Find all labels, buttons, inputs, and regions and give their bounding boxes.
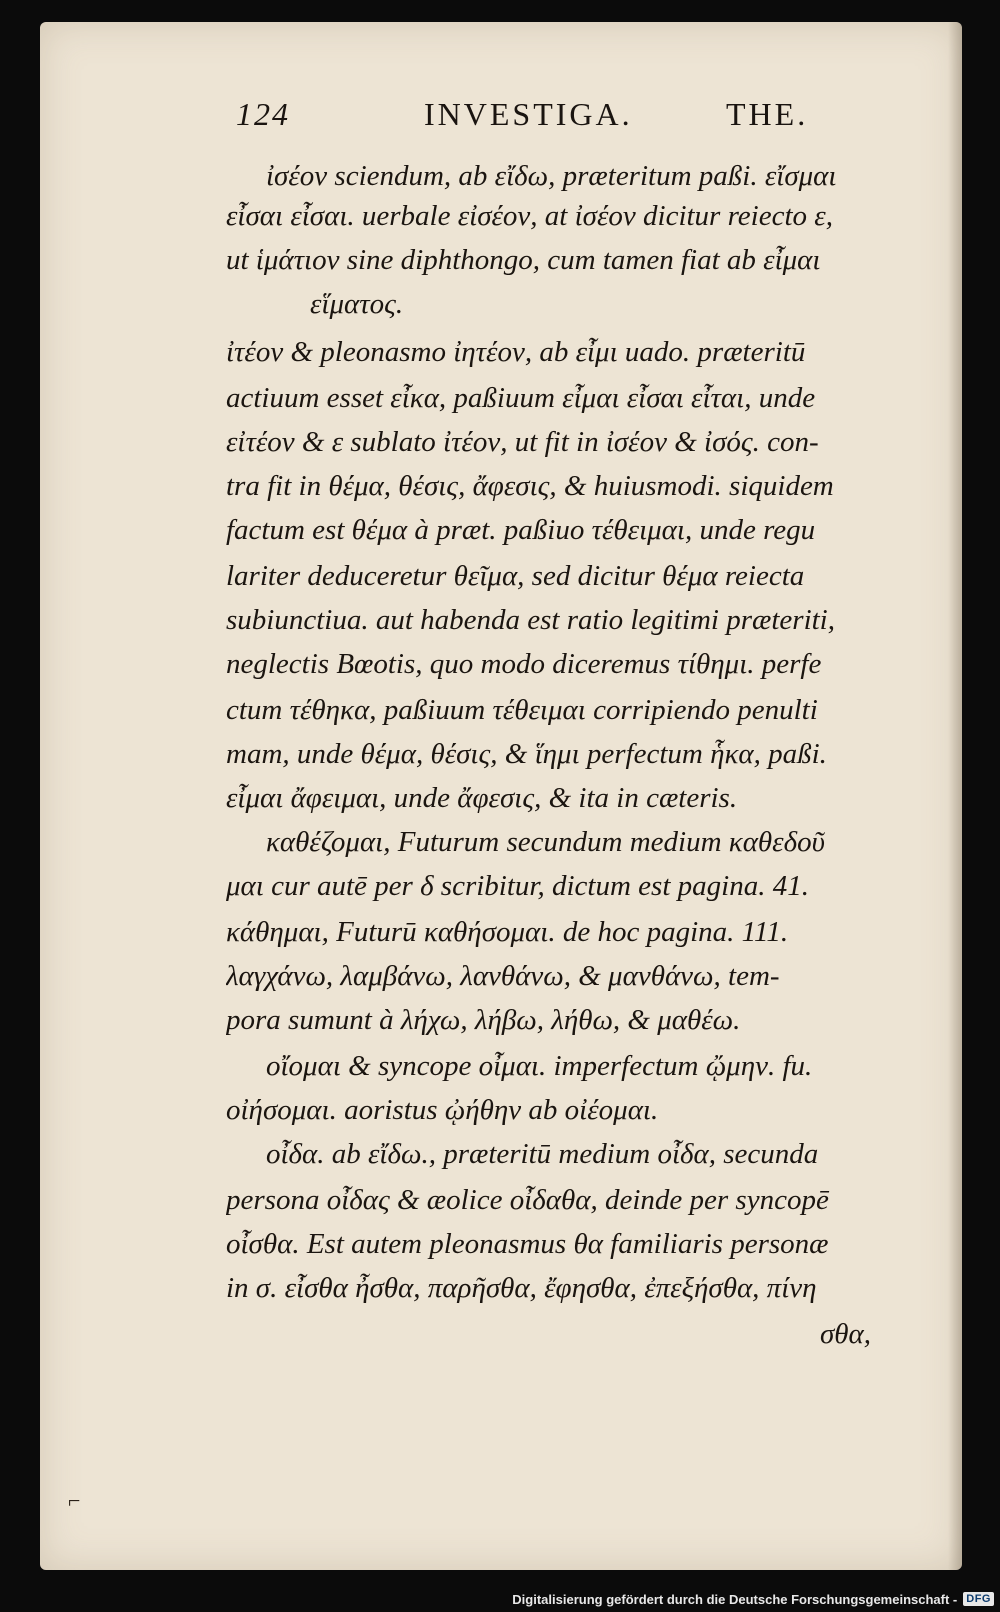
text-line: ἰτέον & pleonasmo ἰητέον, ab εἶμι uado. præteritū [226, 336, 806, 368]
text-line: ut ἱμάτιον sine diphthongo, cum tamen fiat ab εἶμαι [226, 244, 821, 276]
text-line: οἰήσομαι. aoristus ᾠήθην ab οἰέομαι. [226, 1094, 659, 1126]
text-line: pora sumunt à λήχω, λήβω, λήθω, & μαθέω. [226, 1004, 741, 1036]
text-line: mam, unde θέμα, θέσις, & ἵημι perfectum ἧκα, paßi. [226, 738, 827, 770]
text-line: οἶδα. ab εἴδω., præteritū medium οἶδα, secunda [266, 1138, 819, 1170]
text-line: ἰσέον sciendum, ab εἴδω, præteritum paßi. εἴσμαι [266, 160, 837, 192]
page-number: 124 [236, 96, 290, 132]
text-line: lariter deduceretur θεῖμα, sed dicitur θέμα reiecta [226, 560, 805, 592]
text-line: εἵματος. [310, 288, 404, 320]
digitization-credit [512, 1588, 994, 1610]
text-line: κάθημαι, Futurū καθήσομαι. de hoc pagina. 111. [226, 916, 789, 948]
running-title-continuation: THE. [726, 96, 809, 132]
text-line: persona οἶδας & æolice οἶδαθα, deinde per syncopē [226, 1184, 829, 1216]
text-line: λαγχάνω, λαμβάνω, λανθάνω, & μανθάνω, tem- [226, 960, 780, 992]
text-line: subiunctiua. aut habenda est ratio legitimi præteriti, [226, 604, 835, 636]
text-line: in σ. εἶσθα ἦσθα, παρῆσθα, ἔφησθα, ἐπεξήσθα, πίνη [226, 1272, 817, 1304]
text-line: ctum τέθηκα, paßiuum τέθειμαι corripiendo penulti [226, 694, 818, 726]
text-line: καθέζομαι, Futurum secundum medium καθεδοῦ [266, 826, 825, 858]
text-line: factum est θέμα à præt. paßiuo τέθειμαι, unde regu [226, 514, 816, 546]
text-line: tra fit in θέμα, θέσις, ἄφεσις, & huiusmodi. siquidem [226, 470, 834, 502]
catchword: σθα, [820, 1318, 872, 1350]
text-line: εἶσαι εἶσαι. uerbale εἰσέον, at ἰσέον dicitur reiecto ε, [226, 200, 833, 232]
text-line: εἰτέον & ε sublato ἰτέον, ut fit in ἰσέον & ἰσός. con- [226, 426, 819, 458]
text-line: neglectis Bœotis, quo modo diceremus τίθημι. perfe [226, 648, 822, 680]
text-line: οἶσθα. Est autem pleonasmus θα familiaris personæ [226, 1228, 829, 1260]
text-line: actiuum esset εἶκα, paßiuum εἶμαι εἶσαι εἶται, unde [226, 382, 816, 414]
running-title: INVESTIGA. [424, 96, 633, 132]
margin-tick-mark: ⌐ [68, 1488, 81, 1513]
text-line: εἶμαι ἄφειμαι, unde ἄφεσις, & ita in cæteris. [226, 782, 738, 814]
credit-text: Digitalisierung gefördert durch die Deutsche Forschungsgemeinschaft - [512, 1591, 958, 1607]
text-line: οἴομαι & syncope οἶμαι. imperfectum ᾤμην. fu. [266, 1050, 813, 1082]
text-line: μαι cur autē per δ scribitur, dictum est pagina. 41. [226, 870, 809, 902]
dfg-logo: DFG [963, 1592, 994, 1606]
